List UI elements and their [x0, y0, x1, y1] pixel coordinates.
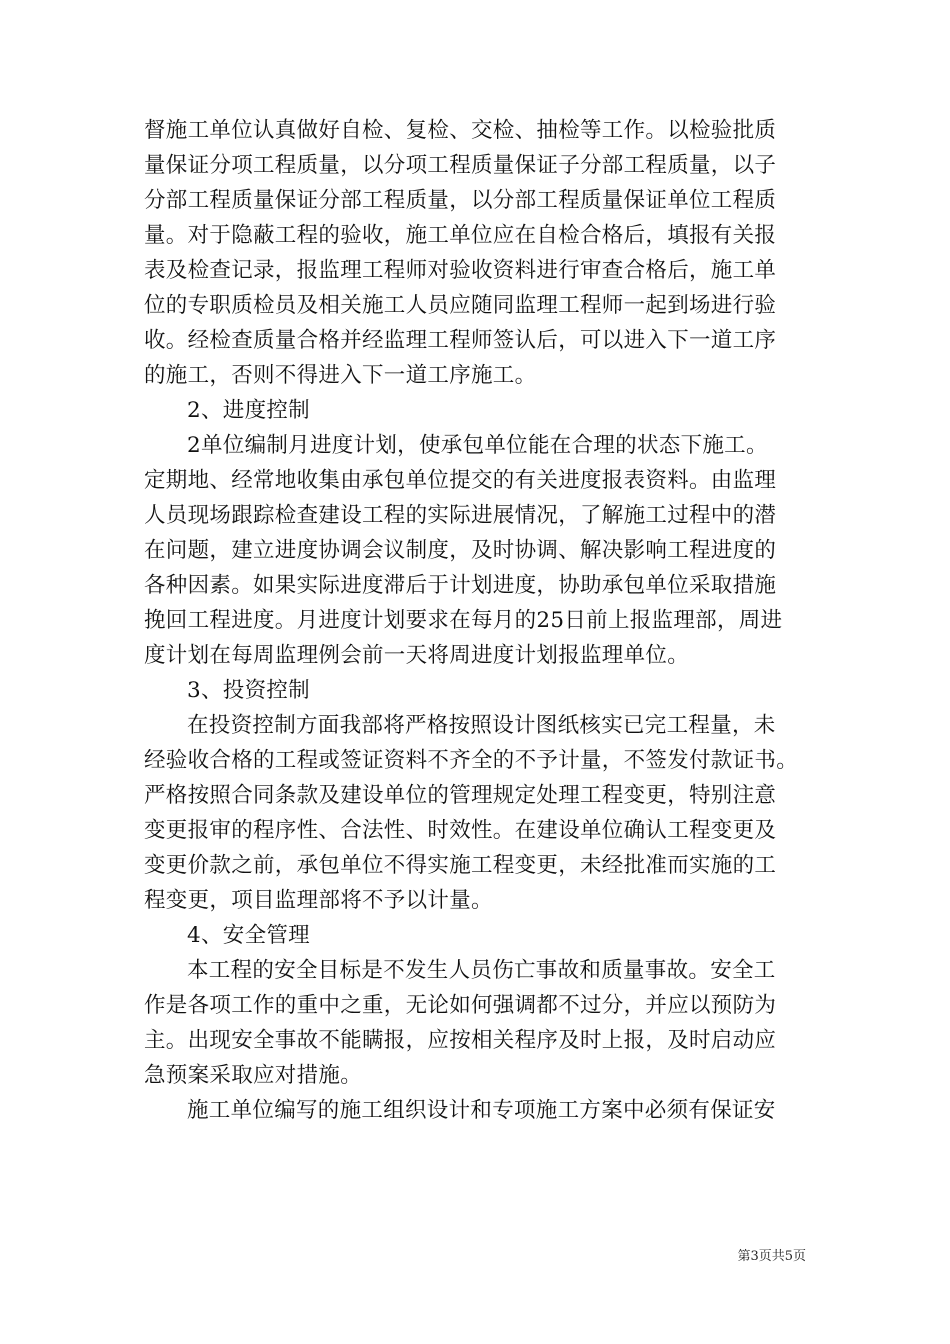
text-line: 挽回工程进度。月进度计划要求在每月的25日前上报监理部，周进	[144, 608, 783, 633]
text-line: 在问题，建立进度协调会议制度，及时协调、解决影响工程进度的	[144, 538, 777, 563]
text-line: 主。出现安全事故不能瞒报，应按相关程序及时上报，及时启动应	[144, 1028, 777, 1053]
text-line: 人员现场跟踪检查建设工程的实际进展情况，了解施工过程中的潜	[144, 503, 777, 528]
text-line: 变更价款之前，承包单位不得实施工程变更，未经批准而实施的工	[144, 853, 777, 878]
text-line: 严格按照合同条款及建设单位的管理规定处理工程变更，特别注意	[144, 783, 777, 808]
text-line: 各种因素。如果实际进度滞后于计划进度，协助承包单位采取措施	[144, 573, 777, 598]
text-line: 定期地、经常地收集由承包单位提交的有关进度报表资料。由监理	[144, 468, 777, 493]
text-line: 在投资控制方面我部将严格按照设计图纸核实已完工程量，未	[187, 713, 776, 738]
text-line: 施工单位编写的施工组织设计和专项施工方案中必须有保证安	[187, 1098, 776, 1123]
text-line: 程变更，项目监理部将不予以计量。	[144, 888, 493, 913]
text-line: 3、投资控制	[187, 678, 310, 703]
page-number-footer: 第3页共5页	[737, 1249, 806, 1264]
text-line: 经验收合格的工程或签证资料不齐全的不予计量，不签发付款证书。	[144, 748, 799, 773]
text-line: 2、进度控制	[187, 398, 310, 423]
text-line: 作是各项工作的重中之重，无论如何强调都不过分，并应以预防为	[144, 993, 777, 1018]
text-line: 的施工，否则不得进入下一道工序施工。	[144, 363, 537, 388]
document-body	[144, 117, 810, 1132]
text-line: 4、安全管理	[187, 923, 310, 948]
text-line: 分部工程质量保证分部工程质量，以分部工程质量保证单位工程质	[144, 188, 777, 213]
text-line: 收。经检查质量合格并经监理工程师签认后，可以进入下一道工序	[144, 328, 777, 353]
text-line: 量。对于隐蔽工程的验收，施工单位应在自检合格后，填报有关报	[144, 223, 777, 248]
text-line: 量保证分项工程质量，以分项工程质量保证子分部工程质量，以子	[144, 153, 777, 178]
text-line: 度计划在每周监理例会前一天将周进度计划报监理单位。	[144, 643, 690, 668]
text-line: 2单位编制月进度计划，使承包单位能在合理的状态下施工。	[187, 433, 768, 458]
text-line: 本工程的安全目标是不发生人员伤亡事故和质量事故。安全工	[187, 958, 776, 983]
text-line: 位的专职质检员及相关施工人员应随同监理工程师一起到场进行验	[144, 293, 777, 318]
text-line: 变更报审的程序性、合法性、时效性。在建设单位确认工程变更及	[144, 818, 777, 843]
text-line: 表及检查记录，报监理工程师对验收资料进行审查合格后，施工单	[144, 258, 777, 283]
text-line: 督施工单位认真做好自检、复检、交检、抽检等工作。以检验批质	[144, 118, 777, 143]
text-line: 急预案采取应对措施。	[144, 1063, 363, 1088]
